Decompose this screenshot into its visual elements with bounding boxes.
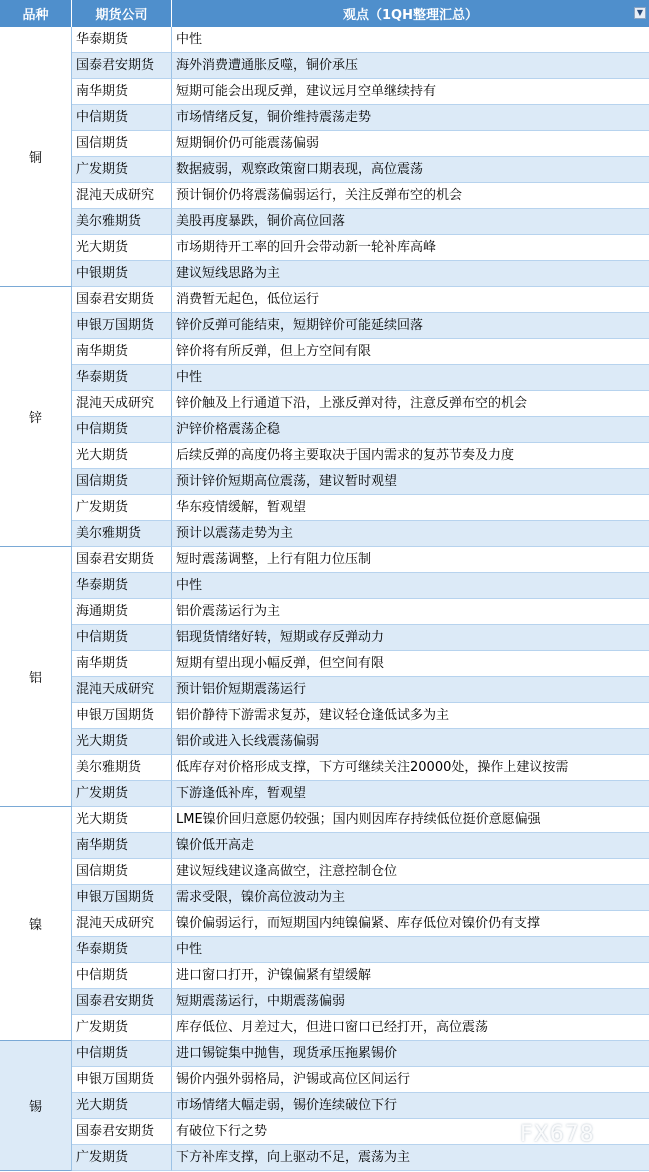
view-cell: 短时震荡调整，上行有阻力位压制	[172, 547, 649, 573]
firm-cell: 华泰期货	[72, 27, 172, 53]
firm-cell: 混沌天成研究	[72, 677, 172, 703]
view-cell: 短期可能会出现反弹，建议远月空单继续持有	[172, 79, 649, 105]
firm-cell: 华泰期货	[72, 573, 172, 599]
table-row[interactable]	[72, 183, 649, 209]
table-row[interactable]	[72, 989, 649, 1015]
firm-cell: 混沌天成研究	[72, 183, 172, 209]
firm-cell: 美尔雅期货	[72, 209, 172, 235]
firm-cell: 南华期货	[72, 79, 172, 105]
firm-cell: 广发期货	[72, 495, 172, 521]
firm-cell: 申银万国期货	[72, 1067, 172, 1093]
firm-cell: 中信期货	[72, 625, 172, 651]
view-cell: 中性	[172, 937, 649, 963]
table-row[interactable]	[72, 287, 649, 313]
view-cell: 进口窗口打开，沪镍偏紧有望缓解	[172, 963, 649, 989]
view-cell: 锌价反弹可能结束，短期锌价可能延续回落	[172, 313, 649, 339]
view-cell: 消费暂无起色，低位运行	[172, 287, 649, 313]
table-row[interactable]	[72, 417, 649, 443]
table-row[interactable]	[72, 703, 649, 729]
view-cell: 市场期待开工率的回升会带动新一轮补库高峰	[172, 235, 649, 261]
firm-cell: 华泰期货	[72, 937, 172, 963]
category-cell: 锡	[0, 1041, 72, 1171]
view-cell: 市场情绪大幅走弱，锡价连续破位下行	[172, 1093, 649, 1119]
view-cell: 中性	[172, 27, 649, 53]
view-cell: 铝现货情绪好转，短期或存反弹动力	[172, 625, 649, 651]
firm-cell: 广发期货	[72, 1015, 172, 1041]
view-cell: 镍价低开高走	[172, 833, 649, 859]
table-row[interactable]	[72, 911, 649, 937]
firm-cell: 中银期货	[72, 261, 172, 287]
firm-cell: 中信期货	[72, 1041, 172, 1067]
firm-cell: 广发期货	[72, 781, 172, 807]
table-row[interactable]	[72, 53, 649, 79]
firm-cell: 光大期货	[72, 235, 172, 261]
view-cell: 需求受限，镍价高位波动为主	[172, 885, 649, 911]
firm-cell: 光大期货	[72, 729, 172, 755]
firm-cell: 国信期货	[72, 859, 172, 885]
view-cell: 进口锡锭集中抛售，现货承压拖累锡价	[172, 1041, 649, 1067]
table-row[interactable]	[72, 131, 649, 157]
table-row[interactable]	[72, 937, 649, 963]
firm-cell: 混沌天成研究	[72, 911, 172, 937]
view-cell: 预计锌价短期高位震荡，建议暂时观望	[172, 469, 649, 495]
table-row[interactable]	[72, 885, 649, 911]
category-cell: 镍	[0, 807, 72, 1041]
firm-cell: 国泰君安期货	[72, 1119, 172, 1145]
table-row[interactable]	[72, 261, 649, 287]
firm-cell: 光大期货	[72, 1093, 172, 1119]
firm-cell: 中信期货	[72, 417, 172, 443]
firm-cell: 南华期货	[72, 339, 172, 365]
view-cell: 下方补库支撑，向上驱动不足，震荡为主	[172, 1145, 649, 1171]
view-cell: 预计以震荡走势为主	[172, 521, 649, 547]
table-row[interactable]	[72, 729, 649, 755]
firm-cell: 国信期货	[72, 131, 172, 157]
table-row[interactable]	[72, 1041, 649, 1067]
table-row[interactable]	[72, 79, 649, 105]
firm-cell: 美尔雅期货	[72, 755, 172, 781]
firm-cell: 国信期货	[72, 469, 172, 495]
table-row[interactable]	[72, 157, 649, 183]
view-cell: 镍价偏弱运行，而短期国内纯镍偏紧、库存低位对镍价仍有支撑	[172, 911, 649, 937]
table-row[interactable]	[72, 27, 649, 53]
header-firm[interactable]: 期货公司	[72, 0, 172, 27]
view-cell: 预计铜价仍将震荡偏弱运行，关注反弹布空的机会	[172, 183, 649, 209]
view-cell: 低库存对价格形成支撑，下方可继续关注20000处，操作上建议按需	[172, 755, 649, 781]
firm-cell: 广发期货	[72, 1145, 172, 1171]
header-category[interactable]: 品种	[0, 0, 72, 27]
header-view-label: 观点（1QH整理汇总）	[343, 8, 478, 23]
view-cell: 锌价触及上行通道下沿，上涨反弹对待，注意反弹布空的机会	[172, 391, 649, 417]
view-cell: 下游逢低补库，暂观望	[172, 781, 649, 807]
table-row[interactable]	[72, 573, 649, 599]
firm-cell: 申银万国期货	[72, 703, 172, 729]
table-row[interactable]	[72, 105, 649, 131]
firm-cell: 申银万国期货	[72, 885, 172, 911]
table-row[interactable]	[72, 833, 649, 859]
firm-cell: 中信期货	[72, 105, 172, 131]
view-cell: 市场情绪反复，铜价维持震荡走势	[172, 105, 649, 131]
table-row[interactable]	[72, 391, 649, 417]
firm-cell: 国泰君安期货	[72, 287, 172, 313]
watermark-logo: FX678	[520, 1122, 595, 1147]
view-cell: 建议短线思路为主	[172, 261, 649, 287]
table-row[interactable]	[72, 807, 649, 833]
category-cell: 铜	[0, 27, 72, 287]
view-cell: 中性	[172, 573, 649, 599]
filter-icon[interactable]: ▼	[634, 7, 646, 19]
header-view[interactable]	[172, 0, 649, 27]
view-cell: 数据疲弱，观察政策窗口期表现，高位震荡	[172, 157, 649, 183]
view-cell: 后续反弹的高度仍将主要取决于国内需求的复苏节奏及力度	[172, 443, 649, 469]
view-cell: 建议短线建议逢高做空，注意控制仓位	[172, 859, 649, 885]
view-cell: LME镍价回归意愿仍较强；国内则因库存持续低位挺价意愿偏强	[172, 807, 649, 833]
table-row[interactable]	[72, 339, 649, 365]
view-cell: 华东疫情缓解，暂观望	[172, 495, 649, 521]
view-cell: 铝价静待下游需求复苏，建议轻仓逢低试多为主	[172, 703, 649, 729]
firm-cell: 混沌天成研究	[72, 391, 172, 417]
view-cell: 铝价或进入长线震荡偏弱	[172, 729, 649, 755]
firm-cell: 海通期货	[72, 599, 172, 625]
table-row[interactable]	[72, 781, 649, 807]
table-row[interactable]	[72, 547, 649, 573]
table-row[interactable]	[72, 963, 649, 989]
view-cell: 预计铝价短期震荡运行	[172, 677, 649, 703]
table-row[interactable]	[72, 313, 649, 339]
table-row[interactable]	[72, 755, 649, 781]
firm-cell: 华泰期货	[72, 365, 172, 391]
firm-cell: 广发期货	[72, 157, 172, 183]
firm-cell: 光大期货	[72, 807, 172, 833]
firm-cell: 光大期货	[72, 443, 172, 469]
view-cell: 铝价震荡运行为主	[172, 599, 649, 625]
table-row[interactable]	[72, 443, 649, 469]
firm-cell: 国泰君安期货	[72, 989, 172, 1015]
firm-cell: 申银万国期货	[72, 313, 172, 339]
firm-cell: 南华期货	[72, 651, 172, 677]
table-row[interactable]	[72, 859, 649, 885]
category-cell: 铝	[0, 547, 72, 807]
table-row[interactable]	[72, 495, 649, 521]
view-cell: 短期震荡运行，中期震荡偏弱	[172, 989, 649, 1015]
view-cell: 美股再度暴跌，铜价高位回落	[172, 209, 649, 235]
view-cell: 有破位下行之势	[172, 1119, 649, 1145]
table-row[interactable]	[72, 469, 649, 495]
table-row[interactable]	[72, 1067, 649, 1093]
table-row[interactable]	[72, 521, 649, 547]
table-row[interactable]	[72, 209, 649, 235]
view-cell: 沪锌价格震荡企稳	[172, 417, 649, 443]
table-row[interactable]	[72, 365, 649, 391]
view-cell: 海外消费遭通胀反噬，铜价承压	[172, 53, 649, 79]
view-cell: 短期铜价仍可能震荡偏弱	[172, 131, 649, 157]
firm-cell: 中信期货	[72, 963, 172, 989]
table-row[interactable]	[72, 1093, 649, 1119]
view-cell: 锌价将有所反弹，但上方空间有限	[172, 339, 649, 365]
firm-cell: 国泰君安期货	[72, 547, 172, 573]
table-row[interactable]	[72, 677, 649, 703]
view-cell: 库存低位、月差过大，但进口窗口已经打开，高位震荡	[172, 1015, 649, 1041]
view-cell: 短期有望出现小幅反弹，但空间有限	[172, 651, 649, 677]
table-row[interactable]	[72, 1145, 649, 1171]
table-row[interactable]	[72, 235, 649, 261]
view-cell: 锡价内强外弱格局，沪锡或高位区间运行	[172, 1067, 649, 1093]
table-row[interactable]	[72, 625, 649, 651]
table-row[interactable]	[72, 599, 649, 625]
firm-cell: 美尔雅期货	[72, 521, 172, 547]
table-row[interactable]	[72, 1015, 649, 1041]
category-cell: 锌	[0, 287, 72, 547]
firm-cell: 南华期货	[72, 833, 172, 859]
view-cell: 中性	[172, 365, 649, 391]
firm-cell: 国泰君安期货	[72, 53, 172, 79]
table-row[interactable]	[72, 651, 649, 677]
